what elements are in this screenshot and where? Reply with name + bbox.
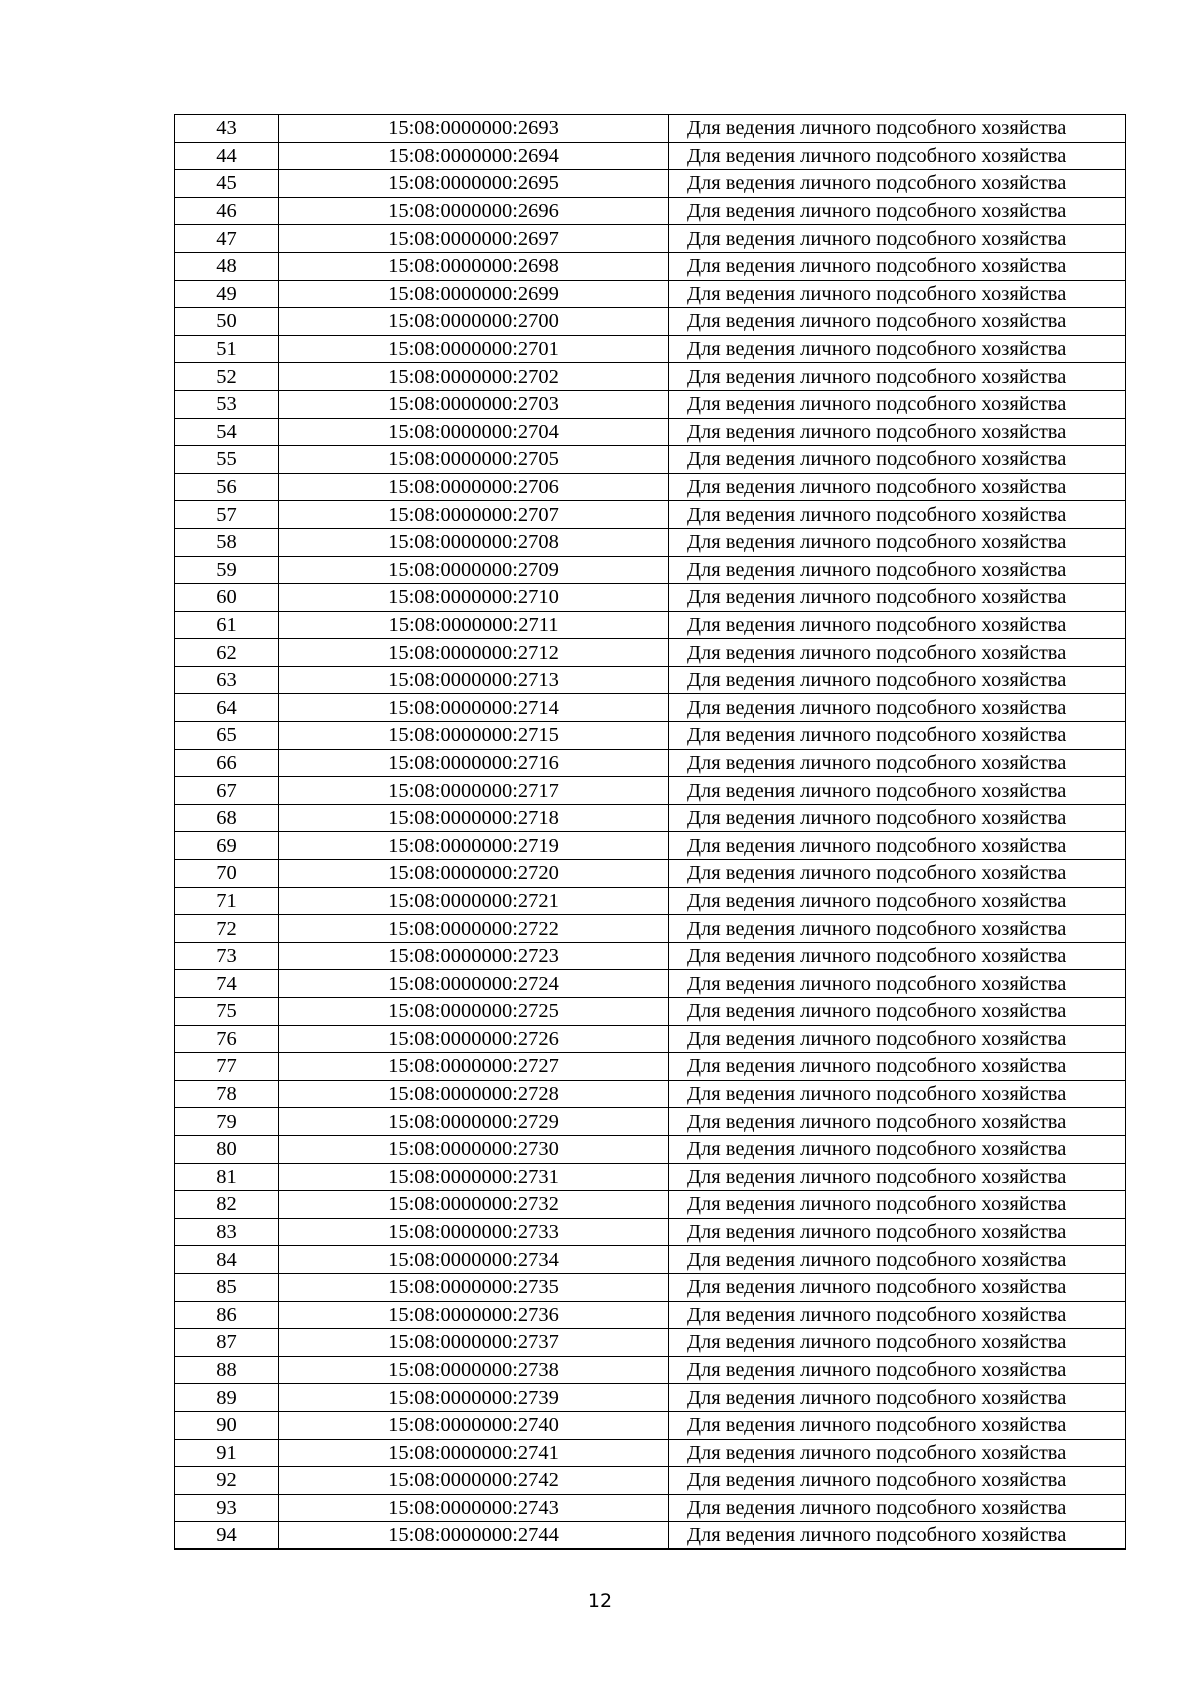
- row-number-cell: 72: [175, 915, 279, 943]
- row-number-cell: 44: [175, 142, 279, 170]
- cadastral-number-cell: 15:08:0000000:2694: [279, 142, 669, 170]
- cadastral-number-cell: 15:08:0000000:2695: [279, 170, 669, 198]
- permitted-use-cell: Для ведения личного подсобного хозяйства: [669, 1411, 1126, 1439]
- cadastral-number-cell: 15:08:0000000:2733: [279, 1218, 669, 1246]
- row-number-cell: 50: [175, 308, 279, 336]
- table-row: [175, 225, 1126, 253]
- row-number-cell: 83: [175, 1218, 279, 1246]
- permitted-use-cell: Для ведения личного подсобного хозяйства: [669, 197, 1126, 225]
- cadastral-number-cell: 15:08:0000000:2731: [279, 1163, 669, 1191]
- cadastral-number-cell: 15:08:0000000:2719: [279, 832, 669, 860]
- cadastral-number-cell: 15:08:0000000:2725: [279, 998, 669, 1026]
- permitted-use-cell: Для ведения личного подсобного хозяйства: [669, 639, 1126, 667]
- permitted-use-cell: Для ведения личного подсобного хозяйства: [669, 1108, 1126, 1136]
- cadastral-number-cell: 15:08:0000000:2720: [279, 860, 669, 888]
- row-number-cell: 78: [175, 1080, 279, 1108]
- table-row: [175, 639, 1126, 667]
- table-row: [175, 446, 1126, 474]
- cadastral-number-cell: 15:08:0000000:2703: [279, 390, 669, 418]
- permitted-use-cell: Для ведения личного подсобного хозяйства: [669, 1080, 1126, 1108]
- row-number-cell: 55: [175, 446, 279, 474]
- cadastral-number-cell: 15:08:0000000:2732: [279, 1191, 669, 1219]
- page-number: 12: [587, 1590, 613, 1612]
- row-number-cell: 53: [175, 390, 279, 418]
- permitted-use-cell: Для ведения личного подсобного хозяйства: [669, 1329, 1126, 1357]
- table-row: [175, 1135, 1126, 1163]
- table-row: [175, 335, 1126, 363]
- permitted-use-cell: Для ведения личного подсобного хозяйства: [669, 1218, 1126, 1246]
- cadastral-number-cell: 15:08:0000000:2702: [279, 363, 669, 391]
- table-row: [175, 832, 1126, 860]
- cadastral-number-cell: 15:08:0000000:2709: [279, 556, 669, 584]
- row-number-cell: 90: [175, 1411, 279, 1439]
- row-number-cell: 76: [175, 1025, 279, 1053]
- row-number-cell: 93: [175, 1494, 279, 1522]
- table-row: [175, 1218, 1126, 1246]
- table-row: [175, 970, 1126, 998]
- row-number-cell: 43: [175, 115, 279, 143]
- permitted-use-cell: Для ведения личного подсобного хозяйства: [669, 666, 1126, 694]
- cadastral-number-cell: 15:08:0000000:2728: [279, 1080, 669, 1108]
- row-number-cell: 57: [175, 501, 279, 529]
- permitted-use-cell: Для ведения личного подсобного хозяйства: [669, 142, 1126, 170]
- table-row: [175, 1439, 1126, 1467]
- permitted-use-cell: Для ведения личного подсобного хозяйства: [669, 998, 1126, 1026]
- table-row: [175, 915, 1126, 943]
- table-row: [175, 1411, 1126, 1439]
- row-number-cell: 65: [175, 722, 279, 750]
- cadastral-number-cell: 15:08:0000000:2736: [279, 1301, 669, 1329]
- cadastral-number-cell: 15:08:0000000:2705: [279, 446, 669, 474]
- table-row: [175, 1522, 1126, 1550]
- cadastral-number-cell: 15:08:0000000:2693: [279, 115, 669, 143]
- permitted-use-cell: Для ведения личного подсобного хозяйства: [669, 556, 1126, 584]
- cadastral-number-cell: 15:08:0000000:2699: [279, 280, 669, 308]
- cadastral-number-cell: 15:08:0000000:2744: [279, 1522, 669, 1550]
- cadastral-number-cell: 15:08:0000000:2716: [279, 749, 669, 777]
- row-number-cell: 59: [175, 556, 279, 584]
- row-number-cell: 81: [175, 1163, 279, 1191]
- cadastral-number-cell: 15:08:0000000:2713: [279, 666, 669, 694]
- row-number-cell: 61: [175, 611, 279, 639]
- table-row: [175, 887, 1126, 915]
- permitted-use-cell: Для ведения личного подсобного хозяйства: [669, 1135, 1126, 1163]
- cadastral-number-cell: 15:08:0000000:2712: [279, 639, 669, 667]
- permitted-use-cell: Для ведения личного подсобного хозяйства: [669, 722, 1126, 750]
- row-number-cell: 45: [175, 170, 279, 198]
- permitted-use-cell: Для ведения личного подсобного хозяйства: [669, 1053, 1126, 1081]
- row-number-cell: 47: [175, 225, 279, 253]
- table-row: [175, 694, 1126, 722]
- row-number-cell: 54: [175, 418, 279, 446]
- table-row: [175, 363, 1126, 391]
- cadastral-number-cell: 15:08:0000000:2721: [279, 887, 669, 915]
- cadastral-number-cell: 15:08:0000000:2740: [279, 1411, 669, 1439]
- row-number-cell: 52: [175, 363, 279, 391]
- permitted-use-cell: Для ведения личного подсобного хозяйства: [669, 1025, 1126, 1053]
- row-number-cell: 66: [175, 749, 279, 777]
- permitted-use-cell: Для ведения личного подсобного хозяйства: [669, 694, 1126, 722]
- cadastral-number-cell: 15:08:0000000:2738: [279, 1356, 669, 1384]
- cadastral-number-cell: 15:08:0000000:2700: [279, 308, 669, 336]
- cadastral-number-cell: 15:08:0000000:2729: [279, 1108, 669, 1136]
- row-number-cell: 82: [175, 1191, 279, 1219]
- cadastral-number-cell: 15:08:0000000:2697: [279, 225, 669, 253]
- table-row: [175, 860, 1126, 888]
- permitted-use-cell: Для ведения личного подсобного хозяйства: [669, 1384, 1126, 1412]
- permitted-use-cell: Для ведения личного подсобного хозяйства: [669, 915, 1126, 943]
- row-number-cell: 79: [175, 1108, 279, 1136]
- permitted-use-cell: Для ведения личного подсобного хозяйства: [669, 1494, 1126, 1522]
- table-row: [175, 1301, 1126, 1329]
- permitted-use-cell: Для ведения личного подсобного хозяйства: [669, 335, 1126, 363]
- permitted-use-cell: Для ведения личного подсобного хозяйства: [669, 390, 1126, 418]
- permitted-use-cell: Для ведения личного подсобного хозяйства: [669, 804, 1126, 832]
- table-row: [175, 998, 1126, 1026]
- permitted-use-cell: Для ведения личного подсобного хозяйства: [669, 418, 1126, 446]
- permitted-use-cell: Для ведения личного подсобного хозяйства: [669, 225, 1126, 253]
- cadastral-number-cell: 15:08:0000000:2737: [279, 1329, 669, 1357]
- table-row: [175, 942, 1126, 970]
- permitted-use-cell: Для ведения личного подсобного хозяйства: [669, 749, 1126, 777]
- table-row: [175, 722, 1126, 750]
- table-row: [175, 611, 1126, 639]
- table-row: [175, 390, 1126, 418]
- permitted-use-cell: Для ведения личного подсобного хозяйства: [669, 252, 1126, 280]
- row-number-cell: 69: [175, 832, 279, 860]
- cadastral-number-cell: 15:08:0000000:2711: [279, 611, 669, 639]
- cadastral-number-cell: 15:08:0000000:2714: [279, 694, 669, 722]
- table-row: [175, 501, 1126, 529]
- land-plot-table-body: [175, 115, 1126, 1550]
- cadastral-number-cell: 15:08:0000000:2741: [279, 1439, 669, 1467]
- cadastral-number-cell: 15:08:0000000:2701: [279, 335, 669, 363]
- permitted-use-cell: Для ведения личного подсобного хозяйства: [669, 1522, 1126, 1550]
- row-number-cell: 48: [175, 252, 279, 280]
- table-row: [175, 1329, 1126, 1357]
- cadastral-number-cell: 15:08:0000000:2706: [279, 473, 669, 501]
- table-row: [175, 1191, 1126, 1219]
- row-number-cell: 89: [175, 1384, 279, 1412]
- row-number-cell: 86: [175, 1301, 279, 1329]
- permitted-use-cell: Для ведения личного подсобного хозяйства: [669, 115, 1126, 143]
- table-row: [175, 115, 1126, 143]
- row-number-cell: 77: [175, 1053, 279, 1081]
- cadastral-number-cell: 15:08:0000000:2717: [279, 777, 669, 805]
- row-number-cell: 74: [175, 970, 279, 998]
- row-number-cell: 94: [175, 1522, 279, 1550]
- row-number-cell: 56: [175, 473, 279, 501]
- cadastral-number-cell: 15:08:0000000:2710: [279, 584, 669, 612]
- cadastral-number-cell: 15:08:0000000:2727: [279, 1053, 669, 1081]
- row-number-cell: 62: [175, 639, 279, 667]
- table-row: [175, 142, 1126, 170]
- permitted-use-cell: Для ведения личного подсобного хозяйства: [669, 528, 1126, 556]
- cadastral-number-cell: 15:08:0000000:2742: [279, 1467, 669, 1495]
- permitted-use-cell: Для ведения личного подсобного хозяйства: [669, 1301, 1126, 1329]
- table-row: [175, 1356, 1126, 1384]
- cadastral-number-cell: 15:08:0000000:2723: [279, 942, 669, 970]
- row-number-cell: 87: [175, 1329, 279, 1357]
- table-row: [175, 308, 1126, 336]
- row-number-cell: 85: [175, 1273, 279, 1301]
- cadastral-number-cell: 15:08:0000000:2735: [279, 1273, 669, 1301]
- permitted-use-cell: Для ведения личного подсобного хозяйства: [669, 832, 1126, 860]
- permitted-use-cell: Для ведения личного подсобного хозяйства: [669, 970, 1126, 998]
- row-number-cell: 51: [175, 335, 279, 363]
- row-number-cell: 91: [175, 1439, 279, 1467]
- table-row: [175, 584, 1126, 612]
- table-row: [175, 1494, 1126, 1522]
- row-number-cell: 80: [175, 1135, 279, 1163]
- permitted-use-cell: Для ведения личного подсобного хозяйства: [669, 308, 1126, 336]
- cadastral-number-cell: 15:08:0000000:2730: [279, 1135, 669, 1163]
- land-plot-table: [174, 114, 1126, 1550]
- table-row: [175, 1025, 1126, 1053]
- cadastral-number-cell: 15:08:0000000:2726: [279, 1025, 669, 1053]
- row-number-cell: 49: [175, 280, 279, 308]
- row-number-cell: 71: [175, 887, 279, 915]
- table-row: [175, 1053, 1126, 1081]
- row-number-cell: 64: [175, 694, 279, 722]
- cadastral-number-cell: 15:08:0000000:2698: [279, 252, 669, 280]
- permitted-use-cell: Для ведения личного подсобного хозяйства: [669, 611, 1126, 639]
- permitted-use-cell: Для ведения личного подсобного хозяйства: [669, 1467, 1126, 1495]
- permitted-use-cell: Для ведения личного подсобного хозяйства: [669, 1439, 1126, 1467]
- table-row: [175, 1273, 1126, 1301]
- row-number-cell: 46: [175, 197, 279, 225]
- table-row: [175, 528, 1126, 556]
- table-row: [175, 252, 1126, 280]
- permitted-use-cell: Для ведения личного подсобного хозяйства: [669, 1273, 1126, 1301]
- cadastral-number-cell: 15:08:0000000:2722: [279, 915, 669, 943]
- table-row: [175, 280, 1126, 308]
- table-row: [175, 1080, 1126, 1108]
- table-row: [175, 1467, 1126, 1495]
- permitted-use-cell: Для ведения личного подсобного хозяйства: [669, 1246, 1126, 1274]
- permitted-use-cell: Для ведения личного подсобного хозяйства: [669, 473, 1126, 501]
- cadastral-number-cell: 15:08:0000000:2734: [279, 1246, 669, 1274]
- permitted-use-cell: Для ведения личного подсобного хозяйства: [669, 1163, 1126, 1191]
- permitted-use-cell: Для ведения личного подсобного хозяйства: [669, 280, 1126, 308]
- table-row: [175, 473, 1126, 501]
- cadastral-number-cell: 15:08:0000000:2696: [279, 197, 669, 225]
- permitted-use-cell: Для ведения личного подсобного хозяйства: [669, 887, 1126, 915]
- table-row: [175, 418, 1126, 446]
- table-row: [175, 170, 1126, 198]
- row-number-cell: 68: [175, 804, 279, 832]
- table-row: [175, 1163, 1126, 1191]
- table-row: [175, 749, 1126, 777]
- table-row: [175, 197, 1126, 225]
- cadastral-number-cell: 15:08:0000000:2743: [279, 1494, 669, 1522]
- table-row: [175, 1246, 1126, 1274]
- permitted-use-cell: Для ведения личного подсобного хозяйства: [669, 860, 1126, 888]
- cadastral-number-cell: 15:08:0000000:2707: [279, 501, 669, 529]
- permitted-use-cell: Для ведения личного подсобного хозяйства: [669, 942, 1126, 970]
- row-number-cell: 58: [175, 528, 279, 556]
- row-number-cell: 73: [175, 942, 279, 970]
- cadastral-number-cell: 15:08:0000000:2708: [279, 528, 669, 556]
- table-row: [175, 556, 1126, 584]
- cadastral-number-cell: 15:08:0000000:2715: [279, 722, 669, 750]
- row-number-cell: 67: [175, 777, 279, 805]
- table-row: [175, 777, 1126, 805]
- row-number-cell: 63: [175, 666, 279, 694]
- table-row: [175, 1384, 1126, 1412]
- cadastral-number-cell: 15:08:0000000:2704: [279, 418, 669, 446]
- permitted-use-cell: Для ведения личного подсобного хозяйства: [669, 363, 1126, 391]
- permitted-use-cell: Для ведения личного подсобного хозяйства: [669, 446, 1126, 474]
- table-row: [175, 666, 1126, 694]
- table-row: [175, 1108, 1126, 1136]
- row-number-cell: 70: [175, 860, 279, 888]
- cadastral-number-cell: 15:08:0000000:2718: [279, 804, 669, 832]
- table-row: [175, 804, 1126, 832]
- row-number-cell: 88: [175, 1356, 279, 1384]
- cadastral-number-cell: 15:08:0000000:2724: [279, 970, 669, 998]
- row-number-cell: 75: [175, 998, 279, 1026]
- row-number-cell: 84: [175, 1246, 279, 1274]
- permitted-use-cell: Для ведения личного подсобного хозяйства: [669, 1191, 1126, 1219]
- permitted-use-cell: Для ведения личного подсобного хозяйства: [669, 584, 1126, 612]
- row-number-cell: 60: [175, 584, 279, 612]
- permitted-use-cell: Для ведения личного подсобного хозяйства: [669, 501, 1126, 529]
- permitted-use-cell: Для ведения личного подсобного хозяйства: [669, 1356, 1126, 1384]
- cadastral-number-cell: 15:08:0000000:2739: [279, 1384, 669, 1412]
- permitted-use-cell: Для ведения личного подсобного хозяйства: [669, 777, 1126, 805]
- permitted-use-cell: Для ведения личного подсобного хозяйства: [669, 170, 1126, 198]
- row-number-cell: 92: [175, 1467, 279, 1495]
